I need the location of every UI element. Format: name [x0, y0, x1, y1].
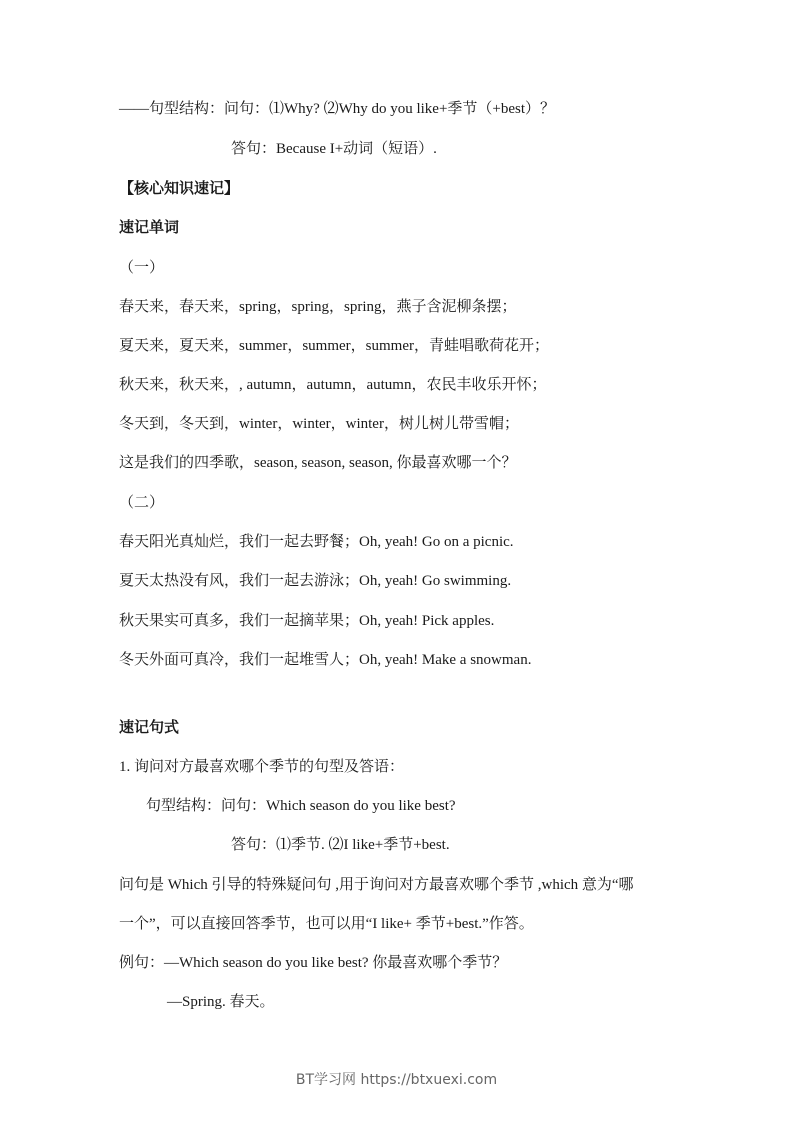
part1-line: 秋天来，秋天来，, autumn，autumn，autumn，农民丰收乐开怀；	[119, 377, 547, 393]
vocab-heading: 速记单词	[119, 218, 180, 236]
pattern-answer-line: 答句：Because I+动词（短语）.	[231, 141, 437, 157]
item1-explanation-line: 一个”，可以直接回答季节，也可以用“I like+ 季节+best.”作答。	[119, 916, 534, 932]
part1-label: （一）	[119, 260, 165, 276]
item1-example-question: 例句：—Which season do you like best? 你最喜欢哪个季节？	[119, 955, 508, 971]
page-footer: BT学习网 https://btxuexi.com	[295, 1072, 498, 1088]
part2-line: 秋天果实可真多，我们一起摘苹果；Oh, yeah! Pick apples.	[119, 613, 495, 629]
section-title: 【核心知识速记】	[119, 179, 240, 197]
pattern-question-line: ——句型结构：问句：⑴Why? ⑵Why do you like+季节（+best）？	[119, 101, 556, 117]
part1-line: 这是我们的四季歌，season, season, season, 你最喜欢哪一个？	[119, 455, 517, 471]
part2-line: 夏天太热没有风，我们一起去游泳；Oh, yeah! Go swimming.	[119, 573, 512, 589]
part2-line: 冬天外面可真冷，我们一起堆雪人；Oh, yeah! Make a snowman.	[119, 652, 532, 668]
item1-structure-answer: 答句：⑴季节. ⑵I like+季节+best.	[231, 837, 450, 853]
part2-line: 春天阳光真灿烂，我们一起去野餐；Oh, yeah! Go on a picnic.	[119, 534, 514, 550]
part2-label: （二）	[119, 495, 165, 511]
item1-structure-question: 句型结构：问句：Which season do you like best?	[146, 798, 456, 814]
item1-example-answer: —Spring. 春天。	[167, 994, 275, 1010]
part1-line: 夏天来，夏天来，summer，summer，summer，青蛙唱歌荷花开；	[119, 338, 549, 354]
part1-line: 春天来，春天来，spring，spring，spring，燕子含泥柳条摆；	[119, 299, 517, 315]
sentence-heading: 速记句式	[119, 718, 180, 736]
item1-explanation-line: 问句是 Which 引导的特殊疑问句 ,用于询问对方最喜欢哪个季节 ,which 意为“哪	[119, 877, 634, 893]
item1-title: 1. 询问对方最喜欢哪个季节的句型及答语：	[119, 759, 405, 775]
part1-line: 冬天到，冬天到，winter，winter，winter，树儿树儿带雪帽；	[119, 416, 519, 432]
